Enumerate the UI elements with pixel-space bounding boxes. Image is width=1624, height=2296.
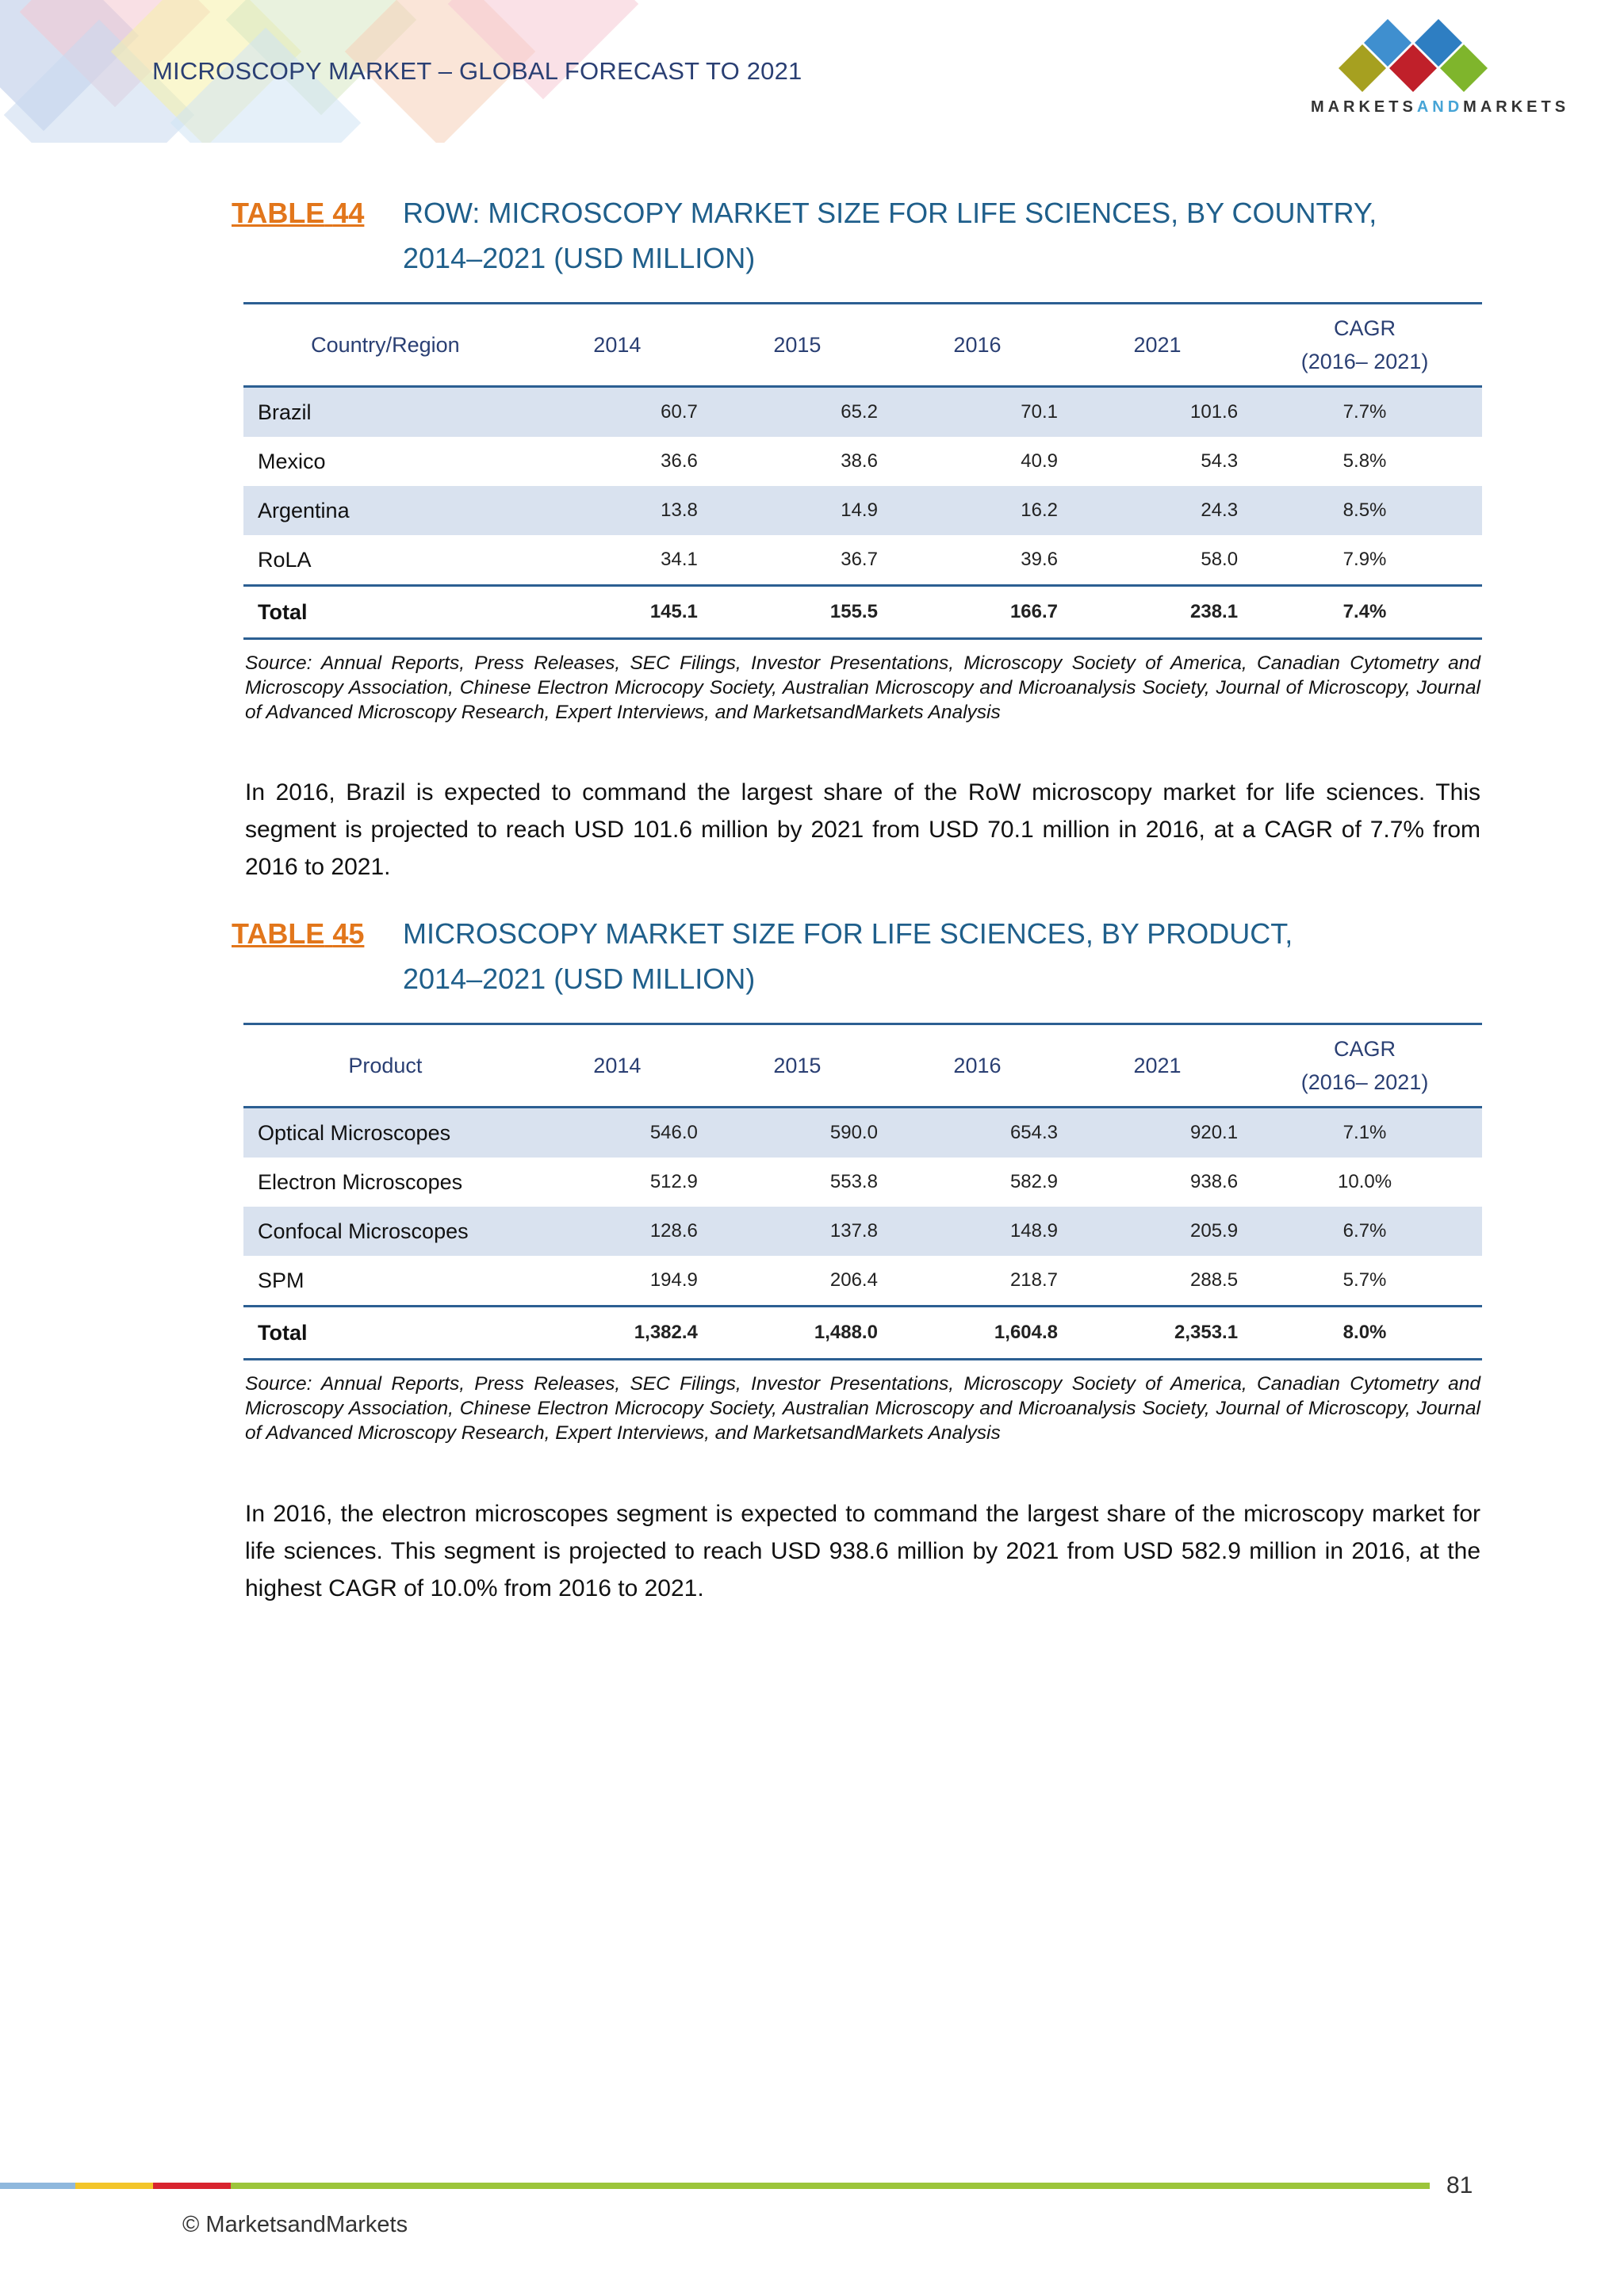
cell-value: 60.7: [527, 387, 707, 438]
col-header: 2016: [887, 1024, 1067, 1108]
table-44: [243, 302, 1482, 640]
table-row: [243, 1108, 1482, 1158]
footer-stripe-green: [231, 2183, 1430, 2189]
table-45-title-line2: 2014–2021 (USD MILLION): [403, 962, 756, 995]
cell-value: 654.3: [887, 1108, 1067, 1158]
row-label: Confocal Microscopes: [243, 1207, 527, 1256]
paragraph-electron: In 2016, the electron microscopes segment is expected to command the largest share of the microscopy market for life sciences. This segment is projected to reach USD 938.6 million by 2021 from USD 582.9 million in 2016, at the highest CAGR of 10.0% from 2016 to 2021.: [245, 1501, 1480, 1601]
row-label: Brazil: [243, 387, 527, 438]
table-row: [243, 1207, 1482, 1256]
table-header-row: [243, 1024, 1482, 1108]
col-header: 2014: [527, 1024, 707, 1108]
cell-cagr: 10.0%: [1338, 1171, 1392, 1192]
cell-value: 155.5: [707, 586, 887, 639]
row-label: Mexico: [258, 449, 326, 473]
cell-value: 238.1: [1067, 586, 1247, 639]
cell-value: 1,488.0: [707, 1307, 887, 1360]
cell-value: 40.9: [1021, 450, 1058, 472]
row-label: Optical Microscopes: [243, 1108, 527, 1158]
running-header-title: MICROSCOPY MARKET – GLOBAL FORECAST TO 2021: [152, 57, 802, 85]
table-44-title-line2: 2014–2021 (USD MILLION): [403, 242, 756, 274]
cell-cagr: 7.1%: [1247, 1108, 1482, 1158]
cell-value: 590.0: [707, 1108, 887, 1158]
cell-value: 128.6: [527, 1207, 707, 1256]
table-row: [243, 437, 1482, 486]
cell-value: 546.0: [527, 1108, 707, 1158]
row-label: Total: [243, 1307, 527, 1360]
cell-cagr: 7.7%: [1247, 387, 1482, 438]
cell-cagr: 7.9%: [1342, 549, 1387, 570]
cell-value: 24.3: [1067, 486, 1247, 535]
col-header: 2014: [527, 304, 707, 387]
cell-value: 34.1: [661, 549, 698, 570]
table-header-row: [243, 304, 1482, 387]
table-45-source: Source: Annual Reports, Press Releases, SEC Filings, Investor Presentations, Microscopy Society of America, Canadian Cytometry and Microscopy Association, Chinese Electron Microcopy Society, Australian Microscopy and Microanalysis Society, Journal of Microscopy, Journal of Advanced Microscopy Research, Expert Interviews, and MarketsandMarkets Analysis: [245, 1373, 1480, 1444]
footer-stripe-blue: [0, 2183, 75, 2189]
cell-value: 148.9: [887, 1207, 1067, 1256]
cell-value: 206.4: [829, 1269, 878, 1291]
row-label: Total: [243, 586, 527, 639]
cell-value: 218.7: [1009, 1269, 1058, 1291]
cell-value: 512.9: [649, 1171, 698, 1192]
cell-value: 145.1: [527, 586, 707, 639]
cell-value: 2,353.1: [1067, 1307, 1247, 1360]
logo-wordmark: MARKETSANDMARKETS: [1310, 98, 1570, 116]
col-header: Country/Region: [243, 304, 527, 387]
cell-value: 70.1: [887, 387, 1067, 438]
cell-value: 13.8: [527, 486, 707, 535]
cell-value: 205.9: [1067, 1207, 1247, 1256]
col-header: 2016: [887, 304, 1067, 387]
cell-value: 39.6: [1021, 549, 1058, 570]
cell-value: 36.6: [661, 450, 698, 472]
cell-cagr: 5.8%: [1342, 450, 1387, 472]
table-45-label[interactable]: TABLE 45: [232, 917, 365, 950]
cell-value: 1,382.4: [527, 1307, 707, 1360]
row-label: Argentina: [243, 486, 527, 535]
col-header-cagr: CAGR (2016– 2021): [1247, 1024, 1482, 1108]
cell-cagr: 7.4%: [1247, 586, 1482, 639]
table-44-source: Source: Annual Reports, Press Releases, SEC Filings, Investor Presentations, Microscopy Society of America, Canadian Cytometry and Microscopy Association, Chinese Electron Microcopy Society, Australian Microscopy and Microanalysis Society, Journal of Microscopy, Journal of Advanced Microscopy Research, Expert Interviews, and MarketsandMarkets Analysis: [245, 652, 1480, 723]
col-header: 2021: [1067, 1024, 1247, 1108]
cell-cagr: 5.7%: [1342, 1269, 1387, 1291]
paragraph-brazil: In 2016, Brazil is expected to command the largest share of the RoW microscopy market for life sciences. This segment is projected to reach USD 101.6 million by 2021 from USD 70.1 million in 2016, at a CAGR of 7.7% from 2016 to 2021.: [245, 779, 1480, 880]
table-total-row: [243, 586, 1482, 639]
cell-value: 288.5: [1190, 1269, 1239, 1291]
page-number: 81: [1446, 2172, 1473, 2198]
table-45: [243, 1023, 1482, 1360]
copyright: © MarketsandMarkets: [182, 2212, 408, 2237]
footer-stripe-yellow: [75, 2183, 153, 2189]
cell-value: 36.7: [841, 549, 878, 570]
cell-value: 137.8: [707, 1207, 887, 1256]
table-row: [243, 387, 1482, 438]
footer-stripe-red: [153, 2183, 231, 2189]
cell-cagr: 6.7%: [1247, 1207, 1482, 1256]
cell-value: 101.6: [1067, 387, 1247, 438]
table-row: [243, 1158, 1482, 1207]
table-45-title-line1: MICROSCOPY MARKET SIZE FOR LIFE SCIENCES, BY PRODUCT,: [403, 917, 1293, 950]
cell-value: 58.0: [1201, 549, 1239, 570]
cell-value: 920.1: [1067, 1108, 1247, 1158]
col-header: 2021: [1067, 304, 1247, 387]
table-row: [243, 535, 1482, 586]
table-44-title-line1: ROW: MICROSCOPY MARKET SIZE FOR LIFE SCIENCES, BY COUNTRY,: [403, 197, 1377, 229]
col-header: 2015: [707, 1024, 887, 1108]
row-label: RoLA: [258, 547, 312, 572]
cell-value: 16.2: [887, 486, 1067, 535]
cell-value: 54.3: [1201, 450, 1239, 472]
table-total-row: [243, 1307, 1482, 1360]
cell-value: 166.7: [887, 586, 1067, 639]
col-header: 2015: [707, 304, 887, 387]
cell-value: 553.8: [829, 1171, 878, 1192]
row-label: SPM: [258, 1268, 304, 1292]
cell-value: 582.9: [1009, 1171, 1058, 1192]
cell-value: 65.2: [707, 387, 887, 438]
col-header: Product: [243, 1024, 527, 1108]
table-44-label[interactable]: TABLE 44: [232, 197, 365, 229]
cell-value: 14.9: [707, 486, 887, 535]
table-row: [243, 486, 1482, 535]
cell-value: 1,604.8: [887, 1307, 1067, 1360]
cell-value: 194.9: [649, 1269, 698, 1291]
cell-value: 938.6: [1190, 1171, 1239, 1192]
table-row: [243, 1256, 1482, 1307]
cell-cagr: 8.0%: [1247, 1307, 1482, 1360]
cell-cagr: 8.5%: [1247, 486, 1482, 535]
cell-value: 38.6: [841, 450, 878, 472]
row-label: Electron Microscopes: [258, 1169, 463, 1194]
col-header-cagr: CAGR (2016– 2021): [1247, 304, 1482, 387]
